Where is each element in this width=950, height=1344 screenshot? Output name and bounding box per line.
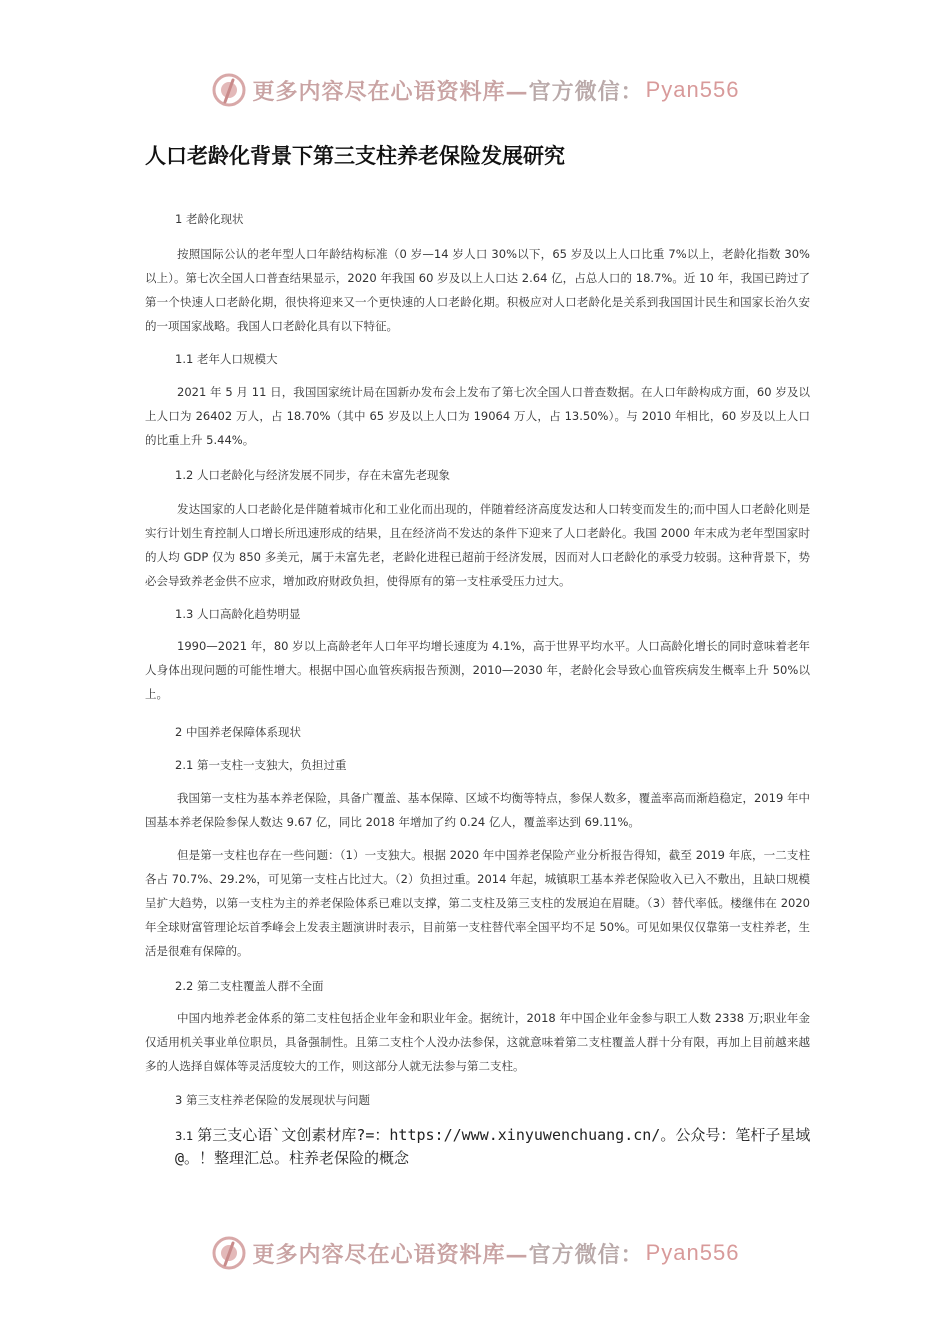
paragraph-6: 但是第一支柱也存在一些问题：（1）一支独大。根据 2020 年中国养老保险产业分析报告得知，截至 2019 年底，一二支柱各占 70.7%、29.2%，可见第一支柱占比过大。（2）负担过重。2014 年起，城镇职工基本养老保险收入已入不敷出，且缺口规模呈扩大趋势，以第一支柱为主的养老保险体系已难以支撑，第二支柱及第三支柱的发展迫在眉睫。（3）替代率低。楼继伟在 2020 年全球财富管理论坛首季峰会上发表主题演讲时表示，目前第一支柱替代率全国平均不足 50%。可见如果仅仅靠第一支柱养老，生活是很难有保障的。	[145, 848, 810, 958]
watermark-wechat-id: Pyan556	[645, 77, 740, 102]
page-title: 人口老龄化背景下第三支柱养老保险发展研究	[145, 144, 565, 168]
watermark-logo-icon	[211, 1235, 247, 1271]
section-heading-3-1	[175, 1124, 835, 1169]
watermark-wechat-label: 官方微信：	[528, 1241, 644, 1268]
section-heading-1-2: 1.2 人口老龄化与经济发展不同步，存在未富先老现象	[175, 468, 450, 482]
paragraph-2: 2021 年 5 月 11 日，我国国家统计局在国新办发布会上发布了第七次全国人口普查数据。在人口年龄构成方面，60 岁及以上人口为 26402 万人，占 18.70%（其中 65 岁及以上人口为 19064 万人，占 13.50%）。与 2010 年相比，60 岁及以上人口的比重上升 5.44%。	[145, 385, 810, 447]
section-heading-2: 2 中国养老保障体系现状	[175, 725, 301, 739]
section-heading-2-2: 2.2 第二支柱覆盖人群不全面	[175, 979, 324, 993]
section-heading-1: 1 老龄化现状	[175, 212, 244, 226]
section-heading-1-3: 1.3 人口高龄化趋势明显	[175, 607, 301, 621]
paragraph-5: 我国第一支柱为基本养老保险，具备广覆盖、基本保障、区域不均衡等特点，参保人数多，覆盖率高而渐趋稳定，2019 年中国基本养老保险参保人数达 9.67 亿，同比 2018 年增加了约 0.24 亿人，覆盖率达到 69.11%。	[145, 791, 810, 829]
watermark-text: 更多内容尽在心语资料库—	[252, 1241, 529, 1268]
section-heading-1-1: 1.1 老年人口规模大	[175, 352, 278, 366]
watermark-banner-bottom	[0, 1231, 950, 1275]
watermark-logo-icon	[211, 72, 247, 108]
paragraph-3: 发达国家的人口老龄化是伴随着城市化和工业化而出现的，伴随着经济高度发达和人口转变而发生的;而中国人口老龄化则是实行计划生育控制人口增长所迅速形成的结果，且在经济尚不发达的条件下迎来了人口老龄化。我国 2000 年末成为老年型国家时的人均 GDP 仅为 850 多美元，属于未富先老，老龄化进程已超前于经济发展，因而对人口老龄化的承受力较弱。这种背景下，势必会导致养老金供不应求，增加政府财政负担，使得原有的第一支柱承受压力过大。	[145, 502, 810, 588]
paragraph-7: 中国内地养老金体系的第二支柱包括企业年金和职业年金。据统计，2018 年中国企业年金参与职工人数 2338 万;职业年金仅适用机关事业单位职员，具备强制性。且第二支柱个人没办法参保，这就意味着第二支柱覆盖人群十分有限，再加上目前越来越多的人选择自媒体等灵活度较大的工作，则这部分人就无法参与第二支柱。	[145, 1011, 810, 1073]
paragraph-4: 1990—2021 年，80 岁以上高龄老年人口年平均增长速度为 4.1%，高于世界平均水平。人口高龄化增长的同时意味着老年人身体出现问题的可能性增大。根据中国心血管疾病报告预测，2010—2030 年，老龄化会导致心血管疾病发生概率上升 50%以上。	[145, 639, 810, 701]
watermark-wechat-label: 官方微信：	[528, 78, 644, 105]
watermark-wechat-id: Pyan556	[645, 1240, 740, 1265]
section-heading-3: 3 第三支柱养老保险的发展现状与问题	[175, 1093, 370, 1107]
watermark-text: 更多内容尽在心语资料库—	[252, 78, 529, 105]
section-number: 3.1	[175, 1129, 194, 1143]
section-heading-2-1: 2.1 第一支柱一支独大，负担过重	[175, 758, 347, 772]
section-heading-text: 第三支心语`文创素材库?=：https://www.xinyuwenchuang.cn/。公众号：笔杆子星域@。！整理汇总。柱养老保险的概念	[175, 1126, 811, 1167]
watermark-banner-top	[0, 68, 950, 112]
paragraph-1: 按照国际公认的老年型人口年龄结构标准（0 岁—14 岁人口 30%以下，65 岁及以上人口比重 7%以上，老龄化指数 30%以上）。第七次全国人口普查结果显示，2020 年我国 60 岁及以上人口达 2.64 亿，占总人口的 18.7%。近 10 年，我国已跨过了第一个快速人口老龄化期，很快将迎来又一个更快速的人口老龄化期。积极应对人口老龄化是关系到我国国计民生和国家长治久安的一项国家战略。我国人口老龄化具有以下特征。	[145, 247, 810, 333]
